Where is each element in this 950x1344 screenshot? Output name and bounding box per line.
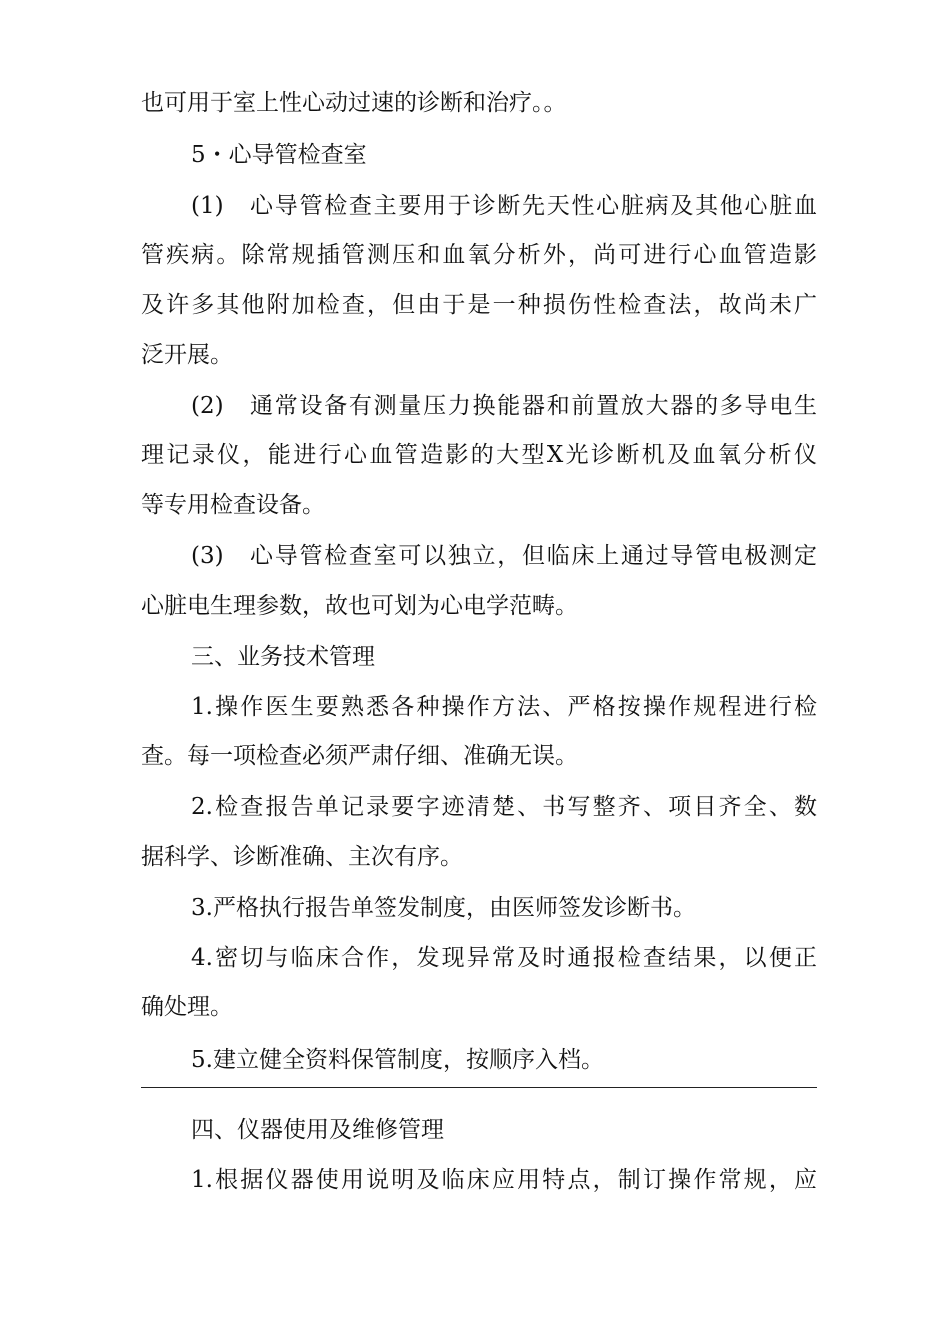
text-line: 及许多其他附加检查，但由于是一种损伤性检查法，故尚未广 (141, 292, 817, 318)
text-line: 查。每一项检查必须严肃仔细、准确无误。 (141, 743, 578, 769)
text-line: (1) 心导管检查主要用于诊断先天性心脏病及其他心脏血 (191, 193, 817, 219)
text-line: 泛开展。 (141, 342, 233, 368)
text-line: (2) 通常设备有测量压力换能器和前置放大器的多导电生 (191, 393, 817, 419)
text-line: 管疾病。除常规插管测压和血氧分析外，尚可进行心血管造影 (141, 242, 817, 268)
text-line: 5.建立健全资料保管制度，按顺序入档。 (191, 1047, 604, 1073)
text-line: 等专用检查设备。 (141, 492, 325, 518)
text-line: 据科学、诊断准确、主次有序。 (141, 844, 463, 870)
text-line: 1.操作医生要熟悉各种操作方法、严格按操作规程进行检 (191, 694, 817, 720)
text-line: 3.严格执行报告单签发制度，由医师签发诊断书。 (191, 895, 696, 921)
divider (141, 1087, 817, 1088)
text-line: 确处理。 (141, 994, 233, 1020)
text-line: 理记录仪，能进行心血管造影的大型X光诊断机及血氧分析仪 (141, 442, 817, 468)
text-line: 2.检查报告单记录要字迹清楚、书写整齐、项目齐全、数 (191, 794, 817, 820)
text-line: 也可用于室上性心动过速的诊断和治疗。。 (141, 90, 567, 116)
text-line: 心脏电生理参数，故也可划为心电学范畴。 (141, 593, 578, 619)
section-heading: 四、仪器使用及维修管理 (191, 1117, 444, 1143)
text-line: (3) 心导管检查室可以独立，但临床上通过导管电极测定 (191, 543, 817, 569)
text-line: 4.密切与临床合作，发现异常及时通报检查结果，以便正 (191, 945, 817, 971)
section-heading: 三、业务技术管理 (191, 644, 375, 670)
section-heading: 5・心导管检查室 (191, 142, 367, 168)
text-line: 1.根据仪器使用说明及临床应用特点，制订操作常规，应 (191, 1167, 817, 1193)
